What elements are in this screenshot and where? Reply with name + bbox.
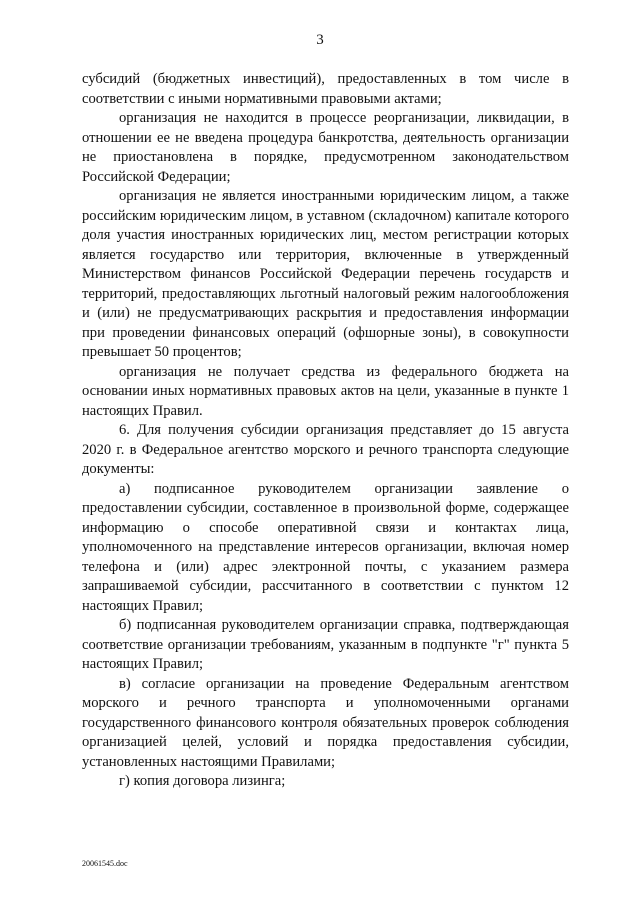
paragraph: организация не находится в процессе реорганизации, ликвидации, в отношении ее не введена процедура банкротства, деятельность организации не приостановлена в порядке, предусмотренном законодательством Российской Федерации; [82, 110, 569, 185]
paragraph: а) подписанное руководителем организации заявление о предоставлении субсидии, составленное в произвольной форме, содержащее информацию о способе оперативной связи и контактах лица, уполномоченного на представление интересов организации, включая номер телефона и (или) адрес электронной почты, с указанием размера запрашиваемой субсидии, рассчитанного в соответствии с пунктом 12 настоящих Правил; [82, 480, 569, 614]
paragraph: организация не получает средства из федерального бюджета на основании иных нормативных правовых актов на цели, указанные в пункте 1 настоящих Правил. [82, 363, 569, 419]
page-number: 3 [316, 32, 324, 48]
paragraph: 6. Для получения субсидии организация представляет до 15 августа 2020 г. в Федеральное агентство морского и речного транспорта следующие документы: [82, 422, 569, 477]
document-body [82, 70, 569, 792]
footer-filename: 20061545.doc [82, 859, 128, 868]
paragraph: субсидий (бюджетных инвестиций), предоставленных в том числе в соответствии с иными нормативными правовыми актами; [82, 71, 569, 107]
paragraph: г) копия договора лизинга; [119, 773, 286, 789]
paragraph: организация не является иностранными юридическим лицом, а также российским юридическим лицом, в уставном (складочном) капитале которого доля участия иностранных юридических лиц, местом регистрации которых является государство или территория, включенные в утвержденный Министерством финансов Российской Федерации перечень государств и территорий, предоставляющих льготный налоговый режим налогообложения и (или) не предусматривающих раскрытия и предоставления информации при проведении финансовых операций (офшорные зоны), в совокупности превышает 50 процентов; [82, 188, 569, 360]
paragraph: в) согласие организации на проведение Федеральным агентством морского и речного транспорта и уполномоченными органами государственного финансового контроля обязательных проверок соблюдения организацией целей, условий и порядка предоставления субсидии, установленных настоящими Правилами; [82, 675, 569, 770]
paragraph: б) подписанная руководителем организации справка, подтверждающая соответствие организации требованиям, указанным в подпункте "г" пункта 5 настоящих Правил; [82, 617, 569, 672]
